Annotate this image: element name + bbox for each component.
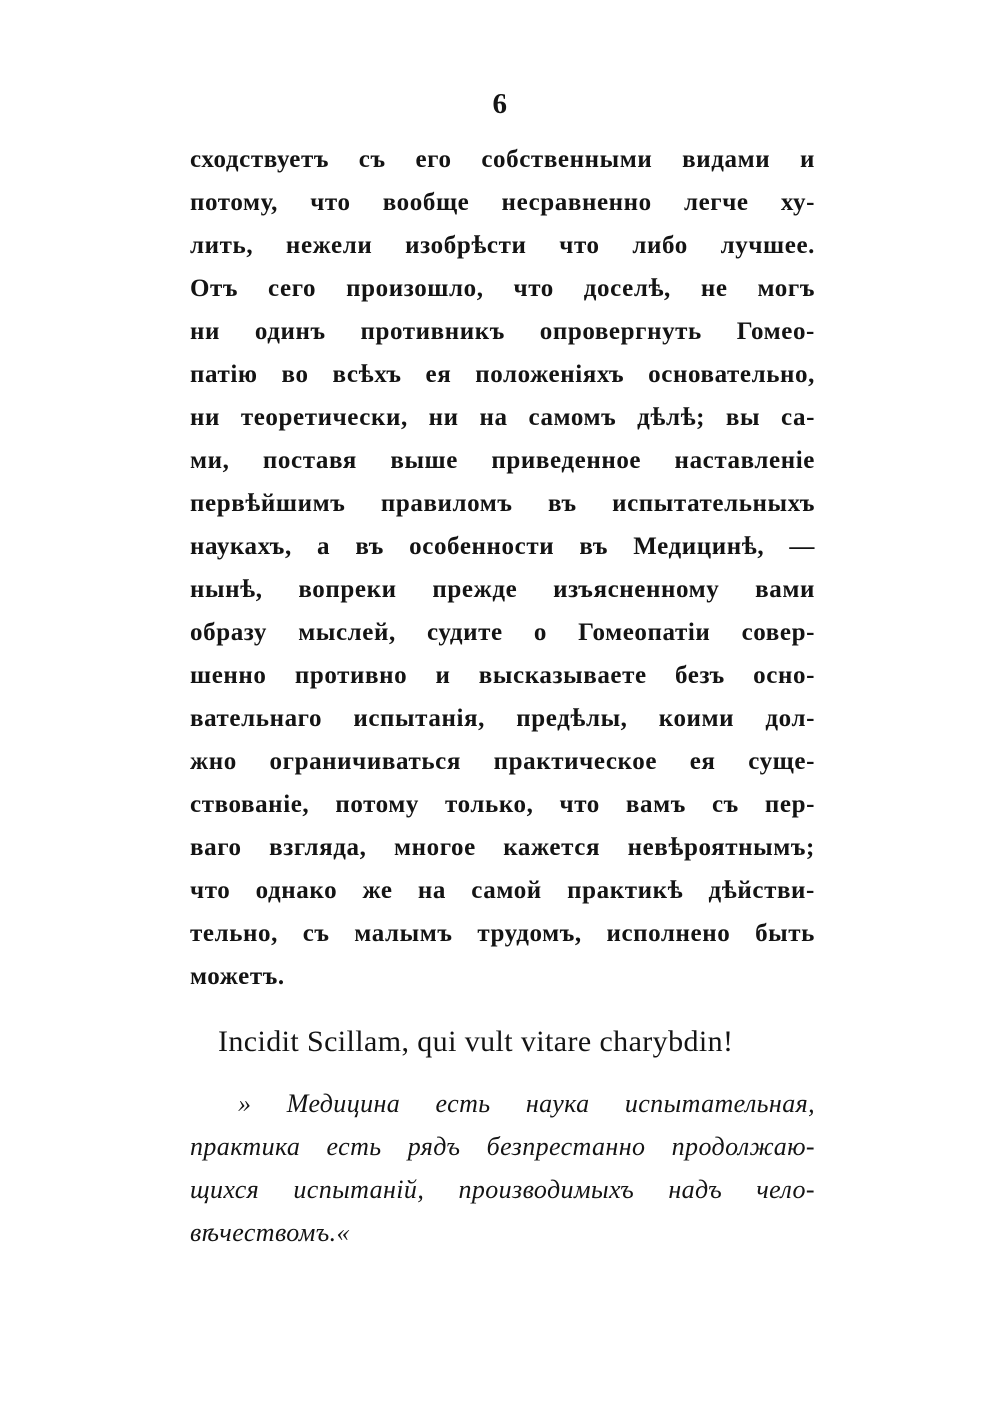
text-line: можетъ. xyxy=(190,963,285,990)
quote-line: вѣчествомъ.« xyxy=(190,1218,350,1247)
text-line: шенно противно и высказываете безъ осно- xyxy=(190,662,815,689)
page-number: 6 xyxy=(492,88,508,120)
text-line: первѣйшимъ правиломъ въ испытательныхъ xyxy=(190,490,815,517)
quote-line: » Медицина есть наука испытательная, xyxy=(238,1089,815,1118)
text-line: лить, нежели изобрѣсти что либо лучшее. xyxy=(190,232,815,259)
quote-line: щихся испытанiй, производимыхъ надъ чело- xyxy=(190,1175,815,1204)
text-line: ваго взгляда, многое кажется невѣроятнымъ; xyxy=(190,834,815,861)
text-line: жно ограничиваться практическое ея суще- xyxy=(190,748,815,775)
text-line: нынѣ, вопреки прежде изъясненному вами xyxy=(190,576,815,603)
text-line: ни одинъ противникъ опровергнуть Гомео- xyxy=(190,318,815,345)
latin-quote: Incidit Scillam, qui vult vitare charybdin! xyxy=(218,1025,734,1058)
text-line: патiю во всѣхъ ея положенiяхъ основательно, xyxy=(190,361,815,388)
text-line: Отъ сего произошло, что доселѣ, не могъ xyxy=(190,275,815,302)
text-line: тельно, съ малымъ трудомъ, исполнено быть xyxy=(190,920,815,947)
text-line: ми, поставя выше приведенное наставленiе xyxy=(190,447,815,474)
text-line: потому, что вообще несравненно легче ху- xyxy=(190,189,815,216)
text-line: сходствуетъ съ его собственными видами и xyxy=(190,146,815,173)
text-line: ствованiе, потому только, что вамъ съ пер- xyxy=(190,791,815,818)
text-line: вательнаго испытанiя, предѣлы, коими дол- xyxy=(190,705,815,732)
quote-line: практика есть рядъ безпрестанно продолжаю- xyxy=(190,1132,815,1161)
text-line: образу мыслей, судите о Гомеопатiи совер- xyxy=(190,619,815,646)
text-line: что однако же на самой практикѣ дѣйстви- xyxy=(190,877,815,904)
body-paragraph xyxy=(190,138,815,998)
italic-quote xyxy=(190,1082,815,1254)
text-line: наукахъ, а въ особенности въ Медицинѣ, — xyxy=(190,533,815,560)
text-line: ни теоретически, ни на самомъ дѣлѣ; вы са- xyxy=(190,404,815,431)
